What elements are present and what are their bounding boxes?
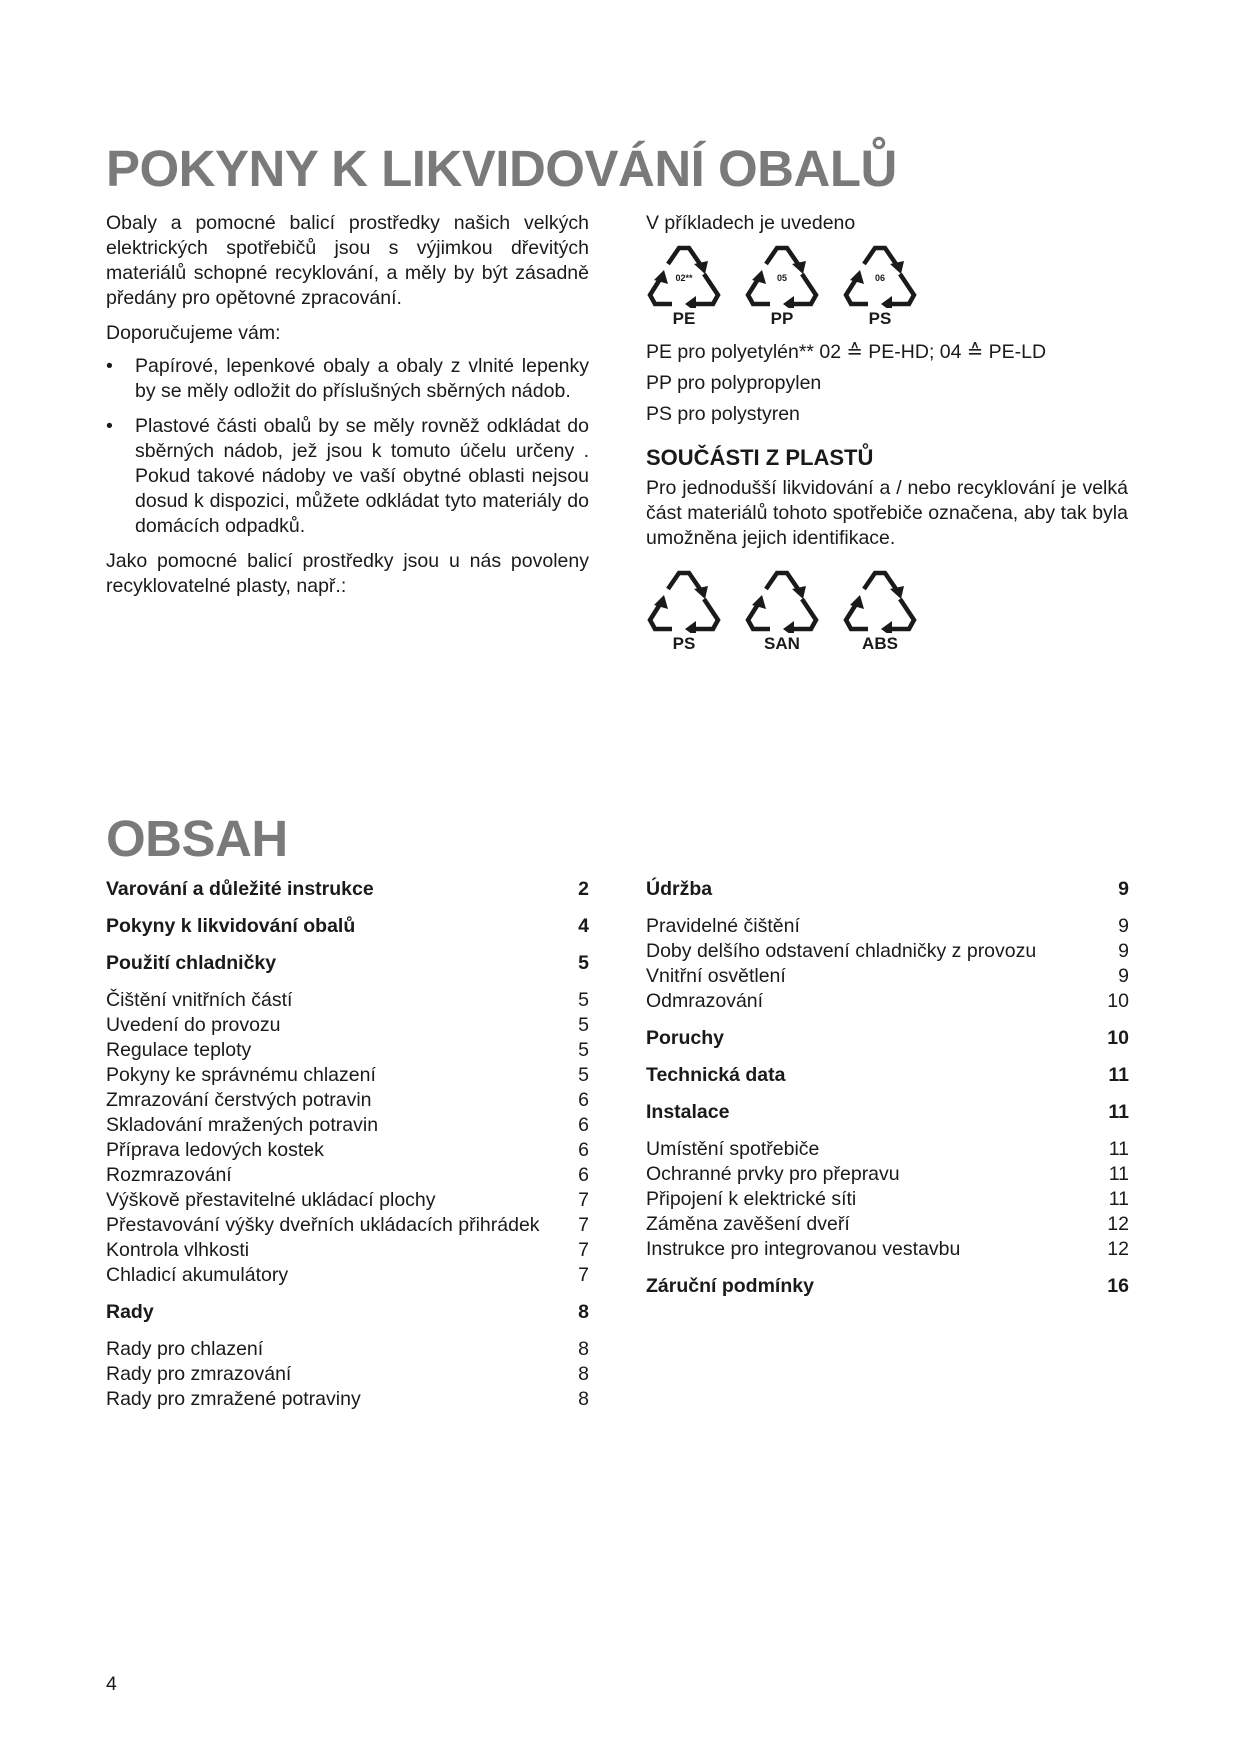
toc-entry-title: Odmrazování [646,990,764,1012]
toc-entry-page: 11 [1108,1163,1129,1185]
toc-entry-title: Pravidelné čištění [646,915,800,937]
section-title-contents: OBSAH [106,810,288,867]
toc-entry-title: Přestavování výšky dveřních ukládacích přihrádek [106,1214,540,1236]
toc-entry-page: 7 [578,1214,589,1236]
bullet-item-paper: • Papírové, lepenkové obaly a obaly z vlnité lepenky by se měly odložit do příslušných sběrných nádob. [106,354,589,404]
toc-entry-row [646,964,1129,989]
recycle-label: SAN [764,634,800,653]
toc-entry-title: Záruční podmínky [646,1275,814,1297]
toc-entry-page: 9 [1118,940,1129,962]
toc-heading-row [106,877,589,902]
toc-entry-row [646,1237,1129,1262]
symbols-intro: V příkladech je uvedeno [646,212,856,234]
toc-entry-title: Kontrola vlhkosti [106,1239,250,1261]
toc-entry-title: Údržba [646,878,713,900]
recycle-icon [646,240,722,308]
toc-entry-page: 5 [578,952,589,974]
toc-entry-title: Umístění spotřebiče [646,1138,820,1160]
toc-entry-title: Rady [106,1301,154,1323]
toc-entry-row [106,1387,589,1412]
toc-entry-page: 12 [1107,1213,1129,1235]
material-line-ps: PS pro polystyren [646,403,800,425]
toc-entry-title: Skladování mražených potravin [106,1114,379,1136]
recycle-symbol-ps-part [646,565,722,654]
toc-entry-page: 12 [1107,1238,1129,1260]
recycle-icon [646,565,722,633]
recycle-icon [744,240,820,308]
toc-entry-title: Rady pro chlazení [106,1338,264,1360]
toc-entry-title: Připojení k elektrické síti [646,1188,857,1210]
toc-entry-title: Příprava ledových kostek [106,1139,324,1161]
toc-entry-page: 7 [578,1239,589,1261]
recycle-symbol-pe [646,240,722,329]
toc-entry-row [646,1162,1129,1187]
recycle-code: 05 [776,273,788,283]
toc-entry-row [106,1362,589,1387]
disposal-paragraph-intro: Obaly a pomocné balicí prostředky našich velkých elektrických spotřebičů jsou s výjimkou dřevitých materiálů schopné recyklování, a měly by být zásadně předány pro opětovné zpracování. [106,212,589,309]
toc-entry-title: Pokyny k likvidování obalů [106,915,356,937]
toc-right-column [646,877,1129,1311]
toc-entry-title: Instrukce pro integrovanou vestavbu [646,1238,961,1260]
toc-heading-row [646,1063,1129,1088]
toc-entry-row [106,1188,589,1213]
toc-entry-title: Záměna zavěšení dveří [646,1213,850,1235]
material-line-pe: PE pro polyetylén** 02 ≙ PE-HD; 04 ≙ PE-LD [646,341,1047,363]
toc-entry-page: 16 [1107,1275,1129,1297]
toc-entry-row [106,1088,589,1113]
toc-entry-row [106,1238,589,1263]
toc-entry-page: 7 [578,1264,589,1286]
disposal-right-column [646,211,1128,662]
toc-entry-page: 2 [578,878,589,900]
toc-entry-page: 5 [578,989,589,1011]
disposal-bullet-list [106,354,589,539]
toc-heading-row [646,1100,1129,1125]
toc-entry-title: Regulace teploty [106,1039,252,1061]
disposal-paragraph-recommend: Doporučujeme vám: [106,322,281,344]
toc-entry-title: Poruchy [646,1027,725,1049]
recycle-code: 06 [874,273,886,283]
toc-entry-page: 9 [1118,878,1129,900]
toc-heading-row [646,1274,1129,1299]
toc-entry-row [106,1337,589,1362]
toc-entry-row [106,988,589,1013]
toc-entry-page: 10 [1107,1027,1129,1049]
toc-entry-page: 11 [1108,1138,1129,1160]
toc-entry-page: 5 [578,1064,589,1086]
toc-entry-title: Instalace [646,1101,730,1123]
plastic-parts-heading: SOUČÁSTI Z PLASTŮ [646,445,874,470]
toc-entry-page: 8 [578,1338,589,1360]
toc-entry-row [106,1138,589,1163]
section-title-disposal: POKYNY K LIKVIDOVÁNÍ OBALŮ [106,140,897,197]
toc-entry-page: 5 [578,1014,589,1036]
toc-entry-page: 8 [578,1363,589,1385]
toc-entry-page: 11 [1108,1188,1129,1210]
bullet-item-plastic: • Plastové části obalů by se měly rovněž odkládat do sběrných nádob, jež jsou k tomuto účelu určeny . Pokud takové nádoby ve vaší obytné oblasti nejsou dosud k dispozici, můžete odkládat tyto materiály do domácích odpadků. [106,414,589,539]
toc-entry-page: 5 [578,1039,589,1061]
toc-entry-page: 10 [1107,990,1129,1012]
toc-entry-title: Rady pro zmrazování [106,1363,292,1385]
toc-entry-title: Rozmrazování [106,1164,232,1186]
toc-entry-row [106,1038,589,1063]
toc-entry-row [646,939,1129,964]
recycle-symbol-san [744,565,820,654]
toc-entry-page: 6 [578,1114,589,1136]
recycle-code: 02** [675,273,693,283]
recycle-icon [842,240,918,308]
toc-entry-title: Rady pro zmražené potraviny [106,1388,361,1410]
recycle-label: PS [868,309,892,328]
toc-entry-row [106,1163,589,1188]
recycle-label: PS [672,634,696,653]
toc-entry-page: 6 [578,1139,589,1161]
toc-entry-title: Vnitřní osvětlení [646,965,786,987]
recycle-symbol-pp [744,240,820,329]
toc-entry-title: Chladicí akumulátory [106,1264,289,1286]
toc-entry-title: Ochranné prvky pro přepravu [646,1163,900,1185]
toc-entry-row [106,1213,589,1238]
toc-entry-row [646,914,1129,939]
toc-entry-row [646,1137,1129,1162]
disposal-paragraph-plastics: Jako pomocné balicí prostředky jsou u nás povoleny recyklovatelné plasty, např.: [106,550,589,597]
toc-entry-title: Doby delšího odstavení chladničky z provozu [646,940,1037,962]
recycle-label: PE [672,309,696,328]
recycle-label: PP [770,309,794,328]
recycle-symbols-row-2 [646,565,1128,654]
toc-entry-row [106,1063,589,1088]
toc-entry-row [646,1187,1129,1212]
toc-entry-title: Výškově přestavitelné ukládací plochy [106,1189,436,1211]
toc-entry-row [106,1013,589,1038]
toc-entry-title: Použití chladničky [106,952,277,974]
recycle-icon [842,565,918,633]
toc-entry-page: 4 [578,915,589,937]
toc-entry-row [646,989,1129,1014]
toc-entry-row [106,1113,589,1138]
toc-entry-page: 6 [578,1164,589,1186]
toc-entry-title: Zmrazování čerstvých potravin [106,1089,372,1111]
toc-entry-page: 11 [1108,1064,1129,1086]
recycle-symbols-row-1 [646,240,1128,329]
page-number: 4 [106,1673,117,1695]
toc-entry-page: 7 [578,1189,589,1211]
toc-entry-page: 9 [1118,965,1129,987]
toc-entry-title: Uvedení do provozu [106,1014,281,1036]
recycle-icon [744,565,820,633]
recycle-label: ABS [862,634,898,653]
recycle-symbol-ps [842,240,918,329]
toc-heading-row [106,914,589,939]
toc-entry-title: Technická data [646,1064,786,1086]
toc-entry-title: Pokyny ke správnému chlazení [106,1064,376,1086]
toc-heading-row [646,877,1129,902]
toc-heading-row [646,1026,1129,1051]
toc-entry-page: 11 [1108,1101,1129,1123]
plastic-parts-paragraph: Pro jednodušší likvidování a / nebo recyklování je velká část materiálů tohoto spotřebiče označena, aby tak byla umožněna jejich identifikace. [646,477,1128,549]
material-line-pp: PP pro polypropylen [646,372,822,394]
recycle-symbol-abs [842,565,918,654]
toc-entry-title: Čištění vnitřních částí [106,989,293,1011]
toc-entry-row [646,1212,1129,1237]
toc-heading-row [106,951,589,976]
toc-entry-page: 8 [578,1388,589,1410]
toc-entry-row [106,1263,589,1288]
toc-entry-page: 8 [578,1301,589,1323]
toc-entry-page: 9 [1118,915,1129,937]
toc-heading-row [106,1300,589,1325]
toc-entry-title: Varování a důležité instrukce [106,878,374,900]
disposal-left-column [106,211,589,609]
toc-entry-page: 6 [578,1089,589,1111]
toc-left-column [106,877,589,1412]
